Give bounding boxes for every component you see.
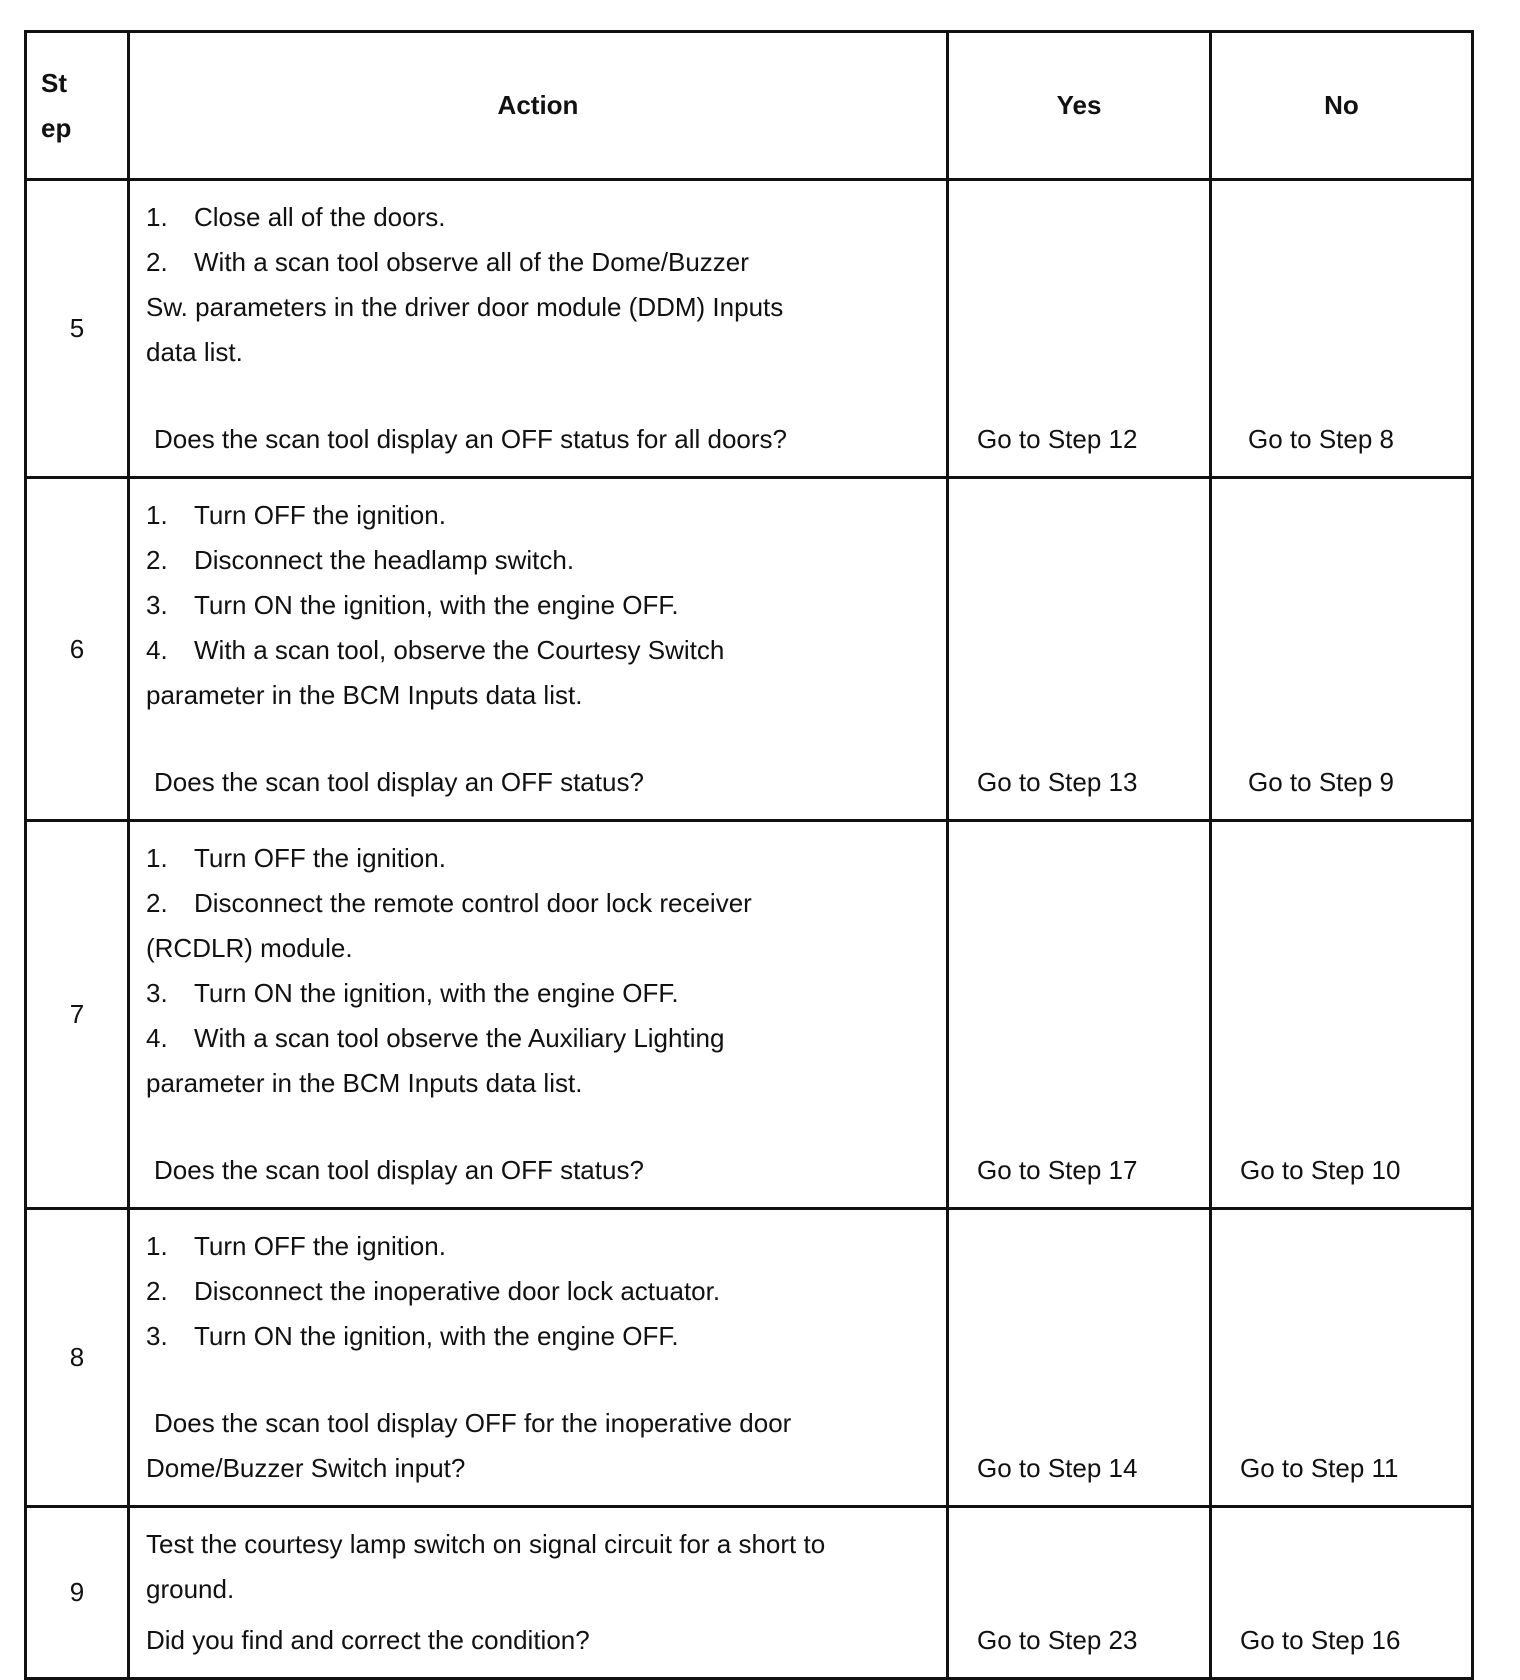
action-cell bbox=[129, 1209, 948, 1507]
no-result: Go to Step 9 bbox=[1211, 478, 1473, 821]
step-number: 8 bbox=[26, 1209, 129, 1507]
action-line: 2. Disconnect the remote control door lock receiver bbox=[146, 888, 752, 918]
yes-result: Go to Step 23 bbox=[948, 1507, 1211, 1679]
action-line: 3. Turn ON the ignition, with the engine OFF. bbox=[146, 590, 679, 620]
action-line: 1. Turn OFF the ignition. bbox=[146, 500, 446, 530]
step-number: 9 bbox=[26, 1507, 129, 1679]
action-line: 4. With a scan tool, observe the Courtesy Switch bbox=[146, 635, 725, 665]
action-line: ground. bbox=[146, 1574, 235, 1604]
table-row-step-6 bbox=[26, 478, 1473, 821]
action-line: 4. With a scan tool observe the Auxiliary Lighting bbox=[146, 1023, 725, 1053]
action-cell bbox=[129, 1507, 948, 1679]
question-text: Does the scan tool display an OFF status? bbox=[154, 1155, 644, 1185]
diagnostic-steps-table bbox=[24, 30, 1474, 1680]
header-yes: Yes bbox=[948, 32, 1211, 180]
step-number: 5 bbox=[26, 180, 129, 478]
header-action: Action bbox=[129, 32, 948, 180]
action-cell bbox=[129, 821, 948, 1209]
table-header-row bbox=[26, 32, 1473, 180]
no-result: Go to Step 8 bbox=[1211, 180, 1473, 478]
yes-result: Go to Step 14 bbox=[948, 1209, 1211, 1507]
question-text-continued: Dome/Buzzer Switch input? bbox=[146, 1453, 466, 1483]
action-line: 3. Turn ON the ignition, with the engine OFF. bbox=[146, 978, 679, 1008]
no-result: Go to Step 11 bbox=[1211, 1209, 1473, 1507]
action-line: 1. Turn OFF the ignition. bbox=[146, 1231, 446, 1261]
question-text: Does the scan tool display OFF for the inoperative door bbox=[154, 1408, 792, 1438]
action-line: 2. Disconnect the headlamp switch. bbox=[146, 545, 575, 575]
question-text: Does the scan tool display an OFF status for all doors? bbox=[154, 424, 787, 454]
question-text: Did you find and correct the condition? bbox=[146, 1625, 590, 1655]
action-line: 1. Turn OFF the ignition. bbox=[146, 843, 446, 873]
action-line: Test the courtesy lamp switch on signal circuit for a short to bbox=[146, 1529, 826, 1559]
yes-result: Go to Step 12 bbox=[948, 180, 1211, 478]
table-row-step-5 bbox=[26, 180, 1473, 478]
header-step bbox=[26, 32, 129, 180]
header-step-label: St ep bbox=[41, 67, 72, 143]
table-row-step-8 bbox=[26, 1209, 1473, 1507]
table-row-step-7 bbox=[26, 821, 1473, 1209]
yes-result: Go to Step 17 bbox=[948, 821, 1211, 1209]
action-line: 3. Turn ON the ignition, with the engine OFF. bbox=[146, 1321, 679, 1351]
action-line: parameter in the BCM Inputs data list. bbox=[146, 1068, 583, 1098]
no-result: Go to Step 16 bbox=[1211, 1507, 1473, 1679]
action-line: data list. bbox=[146, 337, 243, 367]
step-number: 7 bbox=[26, 821, 129, 1209]
question-text: Does the scan tool display an OFF status? bbox=[154, 767, 644, 797]
action-line: 1. Close all of the doors. bbox=[146, 202, 446, 232]
action-cell bbox=[129, 180, 948, 478]
action-cell bbox=[129, 478, 948, 821]
header-no: No bbox=[1211, 32, 1473, 180]
action-line: 2. Disconnect the inoperative door lock actuator. bbox=[146, 1276, 721, 1306]
table-row-step-9 bbox=[26, 1507, 1473, 1679]
no-result: Go to Step 10 bbox=[1211, 821, 1473, 1209]
action-line: 2. With a scan tool observe all of the Dome/Buzzer bbox=[146, 247, 749, 277]
action-line: parameter in the BCM Inputs data list. bbox=[146, 680, 583, 710]
step-number: 6 bbox=[26, 478, 129, 821]
action-line: Sw. parameters in the driver door module (DDM) Inputs bbox=[146, 292, 784, 322]
action-line: (RCDLR) module. bbox=[146, 933, 353, 963]
yes-result: Go to Step 13 bbox=[948, 478, 1211, 821]
